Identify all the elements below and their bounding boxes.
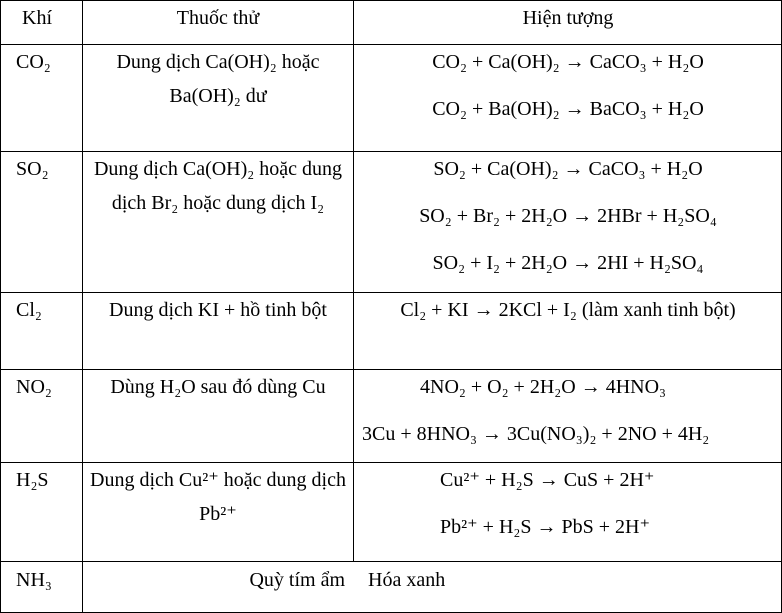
reagent-text: Dung dịch Ca(OH)₂ hoặc Ba(OH)₂ dư	[116, 51, 320, 107]
header-reagent: Thuốc thử	[176, 7, 260, 29]
phenomenon-cell	[354, 293, 782, 369]
gas-name: H₂S	[16, 469, 49, 491]
phenomenon-cell	[354, 370, 782, 462]
reaction-equation: Cl₂ + KI → 2KCl + I₂ (làm xanh tinh bột)	[400, 299, 736, 321]
reaction-equation: 3Cu + 8HNO₃ → 3Cu(NO₃)₂ + 2NO + 4H₂	[362, 423, 710, 445]
reagent-text: Dung dịch Cu²⁺ hoặc dung dịch Pb²⁺	[90, 469, 346, 525]
phenomenon-cell	[354, 152, 782, 292]
phenomenon-text: Hóa xanh	[368, 569, 446, 591]
gas-name: NO₂	[16, 376, 52, 398]
reaction-equation: SO₂ + Ca(OH)₂ → CaCO₃ + H₂O	[433, 158, 703, 180]
gas-name: NH₃	[16, 569, 52, 591]
reaction-equation: CO₂ + Ca(OH)₂ → CaCO₃ + H₂O	[432, 51, 704, 73]
row-divider	[0, 561, 782, 562]
reagent-text: Dung dịch Ca(OH)₂ hoặc dung dịch Br₂ hoặc dung dịch I₂	[93, 158, 343, 214]
reagent-text: Dùng H₂O sau đó dùng Cu	[110, 376, 326, 398]
header-phenomenon: Hiện tượng	[522, 7, 614, 29]
header-gas: Khí	[22, 7, 52, 29]
reaction-equation: Cu²⁺ + H₂S → CuS + 2H⁺	[440, 469, 655, 491]
reaction-equation: SO₂ + I₂ + 2H₂O → 2HI + H₂SO₄	[432, 252, 704, 274]
reagent-text: Quỳ tím ẩm	[249, 569, 345, 591]
phenomenon-cell	[354, 45, 782, 151]
gas-name: CO₂	[16, 51, 51, 73]
gas-name: Cl₂	[16, 299, 42, 321]
reaction-equation: CO₂ + Ba(OH)₂ → BaCO₃ + H₂O	[432, 98, 704, 120]
reaction-equation: SO₂ + Br₂ + 2H₂O → 2HBr + H₂SO₄	[419, 205, 717, 227]
reagent-text: Dung dịch KI + hồ tinh bột	[109, 299, 327, 321]
reaction-equation: Pb²⁺ + H₂S → PbS + 2H⁺	[440, 516, 651, 538]
nh3-row-content	[83, 563, 782, 597]
reaction-equation: 4NO₂ + O₂ + 2H₂O → 4HNO₃	[420, 376, 666, 398]
phenomenon-cell	[354, 463, 782, 561]
gas-name: SO₂	[16, 158, 49, 180]
